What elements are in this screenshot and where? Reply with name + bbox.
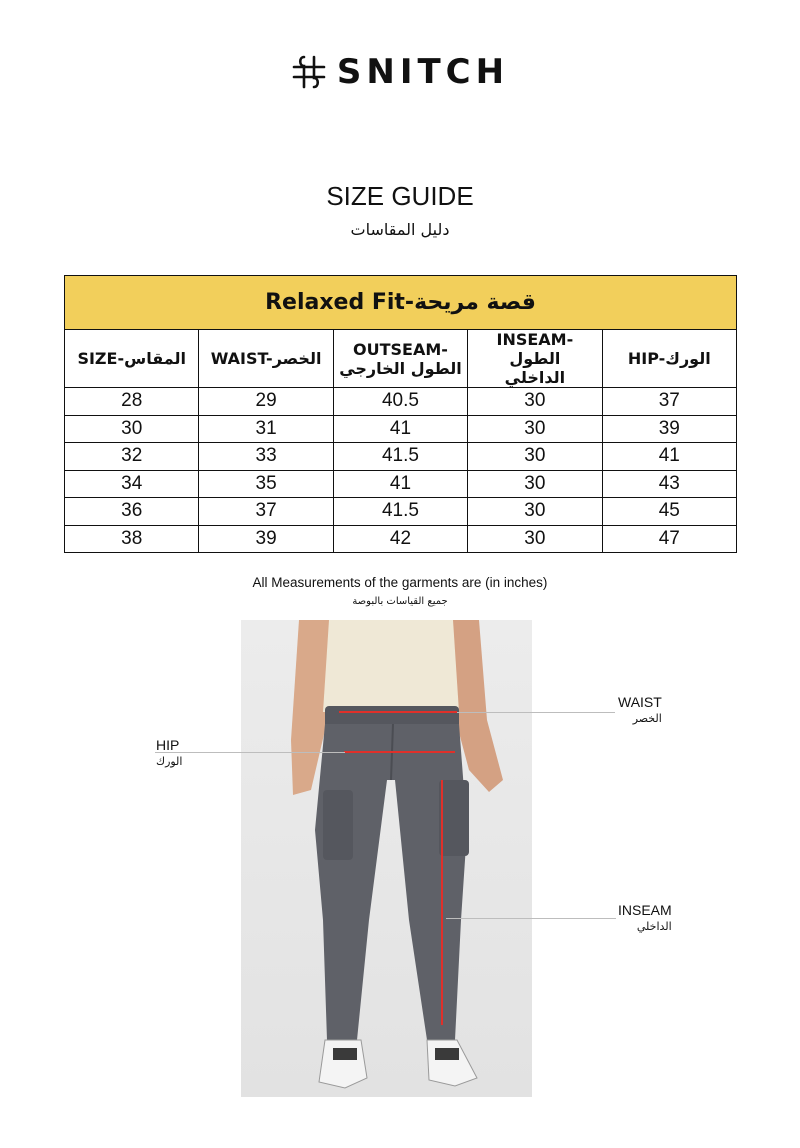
page-title-arabic: دليل المقاسات [350,220,450,239]
table-row [65,498,737,526]
cell-hip: 39 [602,415,736,443]
header-waist: WAIST-الخصر [199,330,333,388]
cell-inseam: 30 [468,525,602,553]
hip-callout [156,737,182,768]
hip-label: HIP [156,737,180,753]
model-photo [241,620,532,1097]
waist-leader-line [457,712,615,713]
cell-size: 38 [65,525,199,553]
cell-hip: 41 [602,443,736,471]
inseam-leader-line [446,918,616,919]
waist-label-arabic: الخصر [632,712,662,725]
cell-waist: 35 [199,470,333,498]
header-hip: HIP-الورك [602,330,736,388]
inseam-label-arabic: الداخلي [636,920,672,933]
hip-leader-line [155,752,345,753]
cargo-pants-illustration [241,620,532,1097]
cell-waist: 33 [199,443,333,471]
cell-size: 28 [65,388,199,416]
cell-outseam: 41 [333,415,467,443]
size-table [64,275,737,553]
cell-hip: 43 [602,470,736,498]
cell-size: 30 [65,415,199,443]
snitch-hash-logo-icon [291,54,327,90]
cell-outseam: 41.5 [333,498,467,526]
cell-inseam: 30 [468,415,602,443]
table-row [65,470,737,498]
table-row [65,415,737,443]
header-inseam: INSEAM-الطول الداخلي [468,330,602,388]
cell-waist: 29 [199,388,333,416]
cell-hip: 45 [602,498,736,526]
cell-inseam: 30 [468,470,602,498]
measurement-note: All Measurements of the garments are (in inches) [252,575,548,590]
cell-size: 34 [65,470,199,498]
cell-outseam: 40.5 [333,388,467,416]
waist-label: WAIST [618,694,662,710]
cell-inseam: 30 [468,388,602,416]
cell-size: 36 [65,498,199,526]
cell-outseam: 41 [333,470,467,498]
cell-hip: 47 [602,525,736,553]
hip-label-arabic: الورك [156,755,183,768]
header-outseam: OUTSEAM- الطول الخارجي [333,330,467,388]
table-header-row [65,330,737,388]
table-row [65,388,737,416]
cell-inseam: 30 [468,443,602,471]
cell-waist: 39 [199,525,333,553]
cell-hip: 37 [602,388,736,416]
measurement-note-arabic: جميع القياسات بالبوصة [352,596,448,607]
header-size: SIZE-المقاس [65,330,199,388]
waist-callout [618,694,662,725]
cell-inseam: 30 [468,498,602,526]
brand-name: SNITCH [336,52,510,92]
cell-outseam: 42 [333,525,467,553]
brand-logo [0,48,800,96]
page-title: SIZE GUIDE [326,181,474,211]
cell-waist: 31 [199,415,333,443]
table-row [65,525,737,553]
cell-waist: 37 [199,498,333,526]
cell-size: 32 [65,443,199,471]
fit-label: Relaxed Fit-قصة مريحة [65,276,737,330]
cell-outseam: 41.5 [333,443,467,471]
table-row [65,443,737,471]
inseam-callout [618,902,672,933]
inseam-label: INSEAM [618,902,672,918]
